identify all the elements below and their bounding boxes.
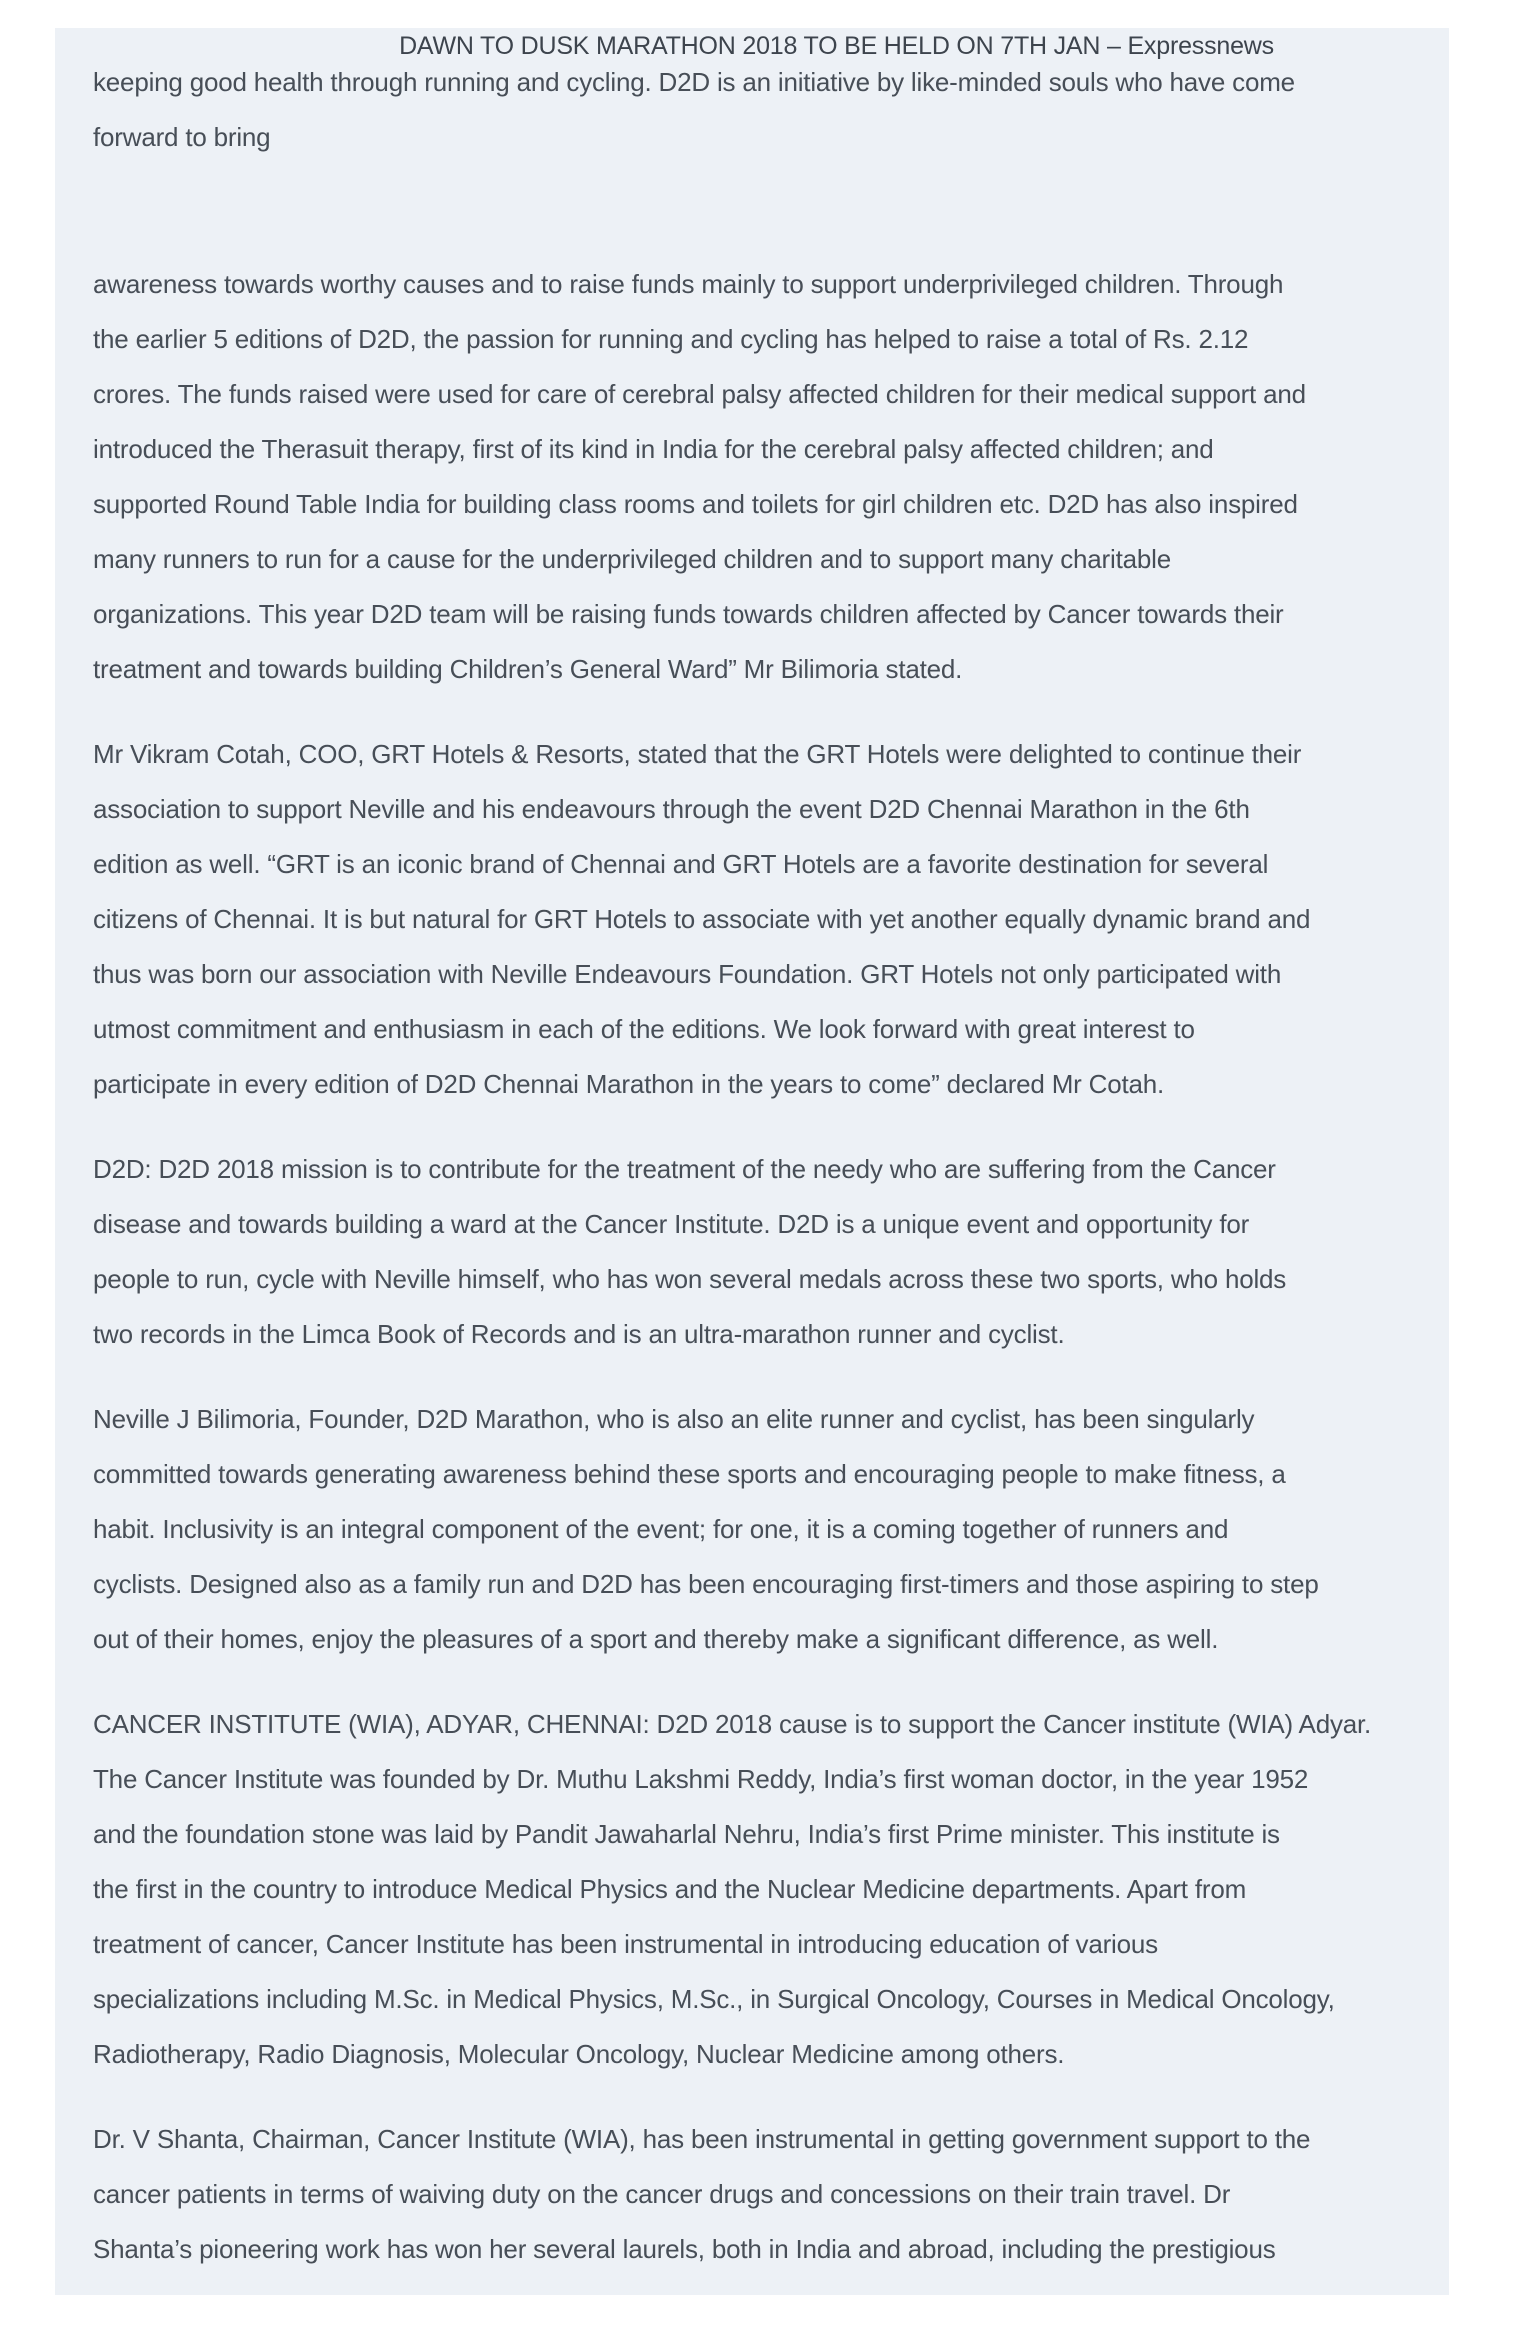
text-line: citizens of Chennai. It is but natural for GRT Hotels to associate with yet another equally dynamic brand and: [93, 904, 1311, 934]
paragraph: [93, 2112, 1457, 2277]
paragraph: [93, 257, 1457, 697]
text-line: CANCER INSTITUTE (WIA), ADYAR, CHENNAI: D2D 2018 cause is to support the Cancer institute (WIA) Adyar.: [93, 1709, 1372, 1739]
text-line: out of their homes, enjoy the pleasures of a sport and thereby make a significant difference, as well.: [93, 1624, 1219, 1654]
text-line: thus was born our association with Neville Endeavours Foundation. GRT Hotels not only participated with: [93, 959, 1282, 989]
text-line: committed towards generating awareness behind these sports and encouraging people to make fitness, a: [93, 1459, 1286, 1489]
paragraph: [93, 55, 1457, 165]
text-line: awareness towards worthy causes and to raise funds mainly to support underprivileged children. Through: [93, 269, 1284, 299]
text-line: specializations including M.Sc. in Medical Physics, M.Sc., in Surgical Oncology, Courses in Medical Oncology,: [93, 1984, 1335, 2014]
text-line: utmost commitment and enthusiasm in each of the editions. We look forward with great interest to: [93, 1014, 1195, 1044]
text-line: cancer patients in terms of waiving duty on the cancer drugs and concessions on their train travel. Dr: [93, 2179, 1231, 2209]
text-line: association to support Neville and his endeavours through the event D2D Chennai Marathon in the 6th: [93, 794, 1250, 824]
text-line: supported Round Table India for building class rooms and toilets for girl children etc. D2D has also inspired: [93, 489, 1298, 519]
document-body: [93, 55, 1457, 2307]
text-line: Dr. V Shanta, Chairman, Cancer Institute (WIA), has been instrumental in getting government support to the: [93, 2124, 1311, 2154]
text-line: Neville J Bilimoria, Founder, D2D Marathon, who is also an elite runner and cyclist, has been singularly: [93, 1404, 1255, 1434]
text-line: keeping good health through running and cycling. D2D is an initiative by like-minded souls who have come: [93, 67, 1295, 97]
text-line: and the foundation stone was laid by Pandit Jawaharlal Nehru, India’s first Prime minister. This institute is: [93, 1819, 1280, 1849]
text-line: crores. The funds raised were used for care of cerebral palsy affected children for their medical support and: [93, 379, 1306, 409]
document-title: DAWN TO DUSK MARATHON 2018 TO BE HELD ON 7TH JAN – Expressnews: [399, 32, 1274, 60]
text-line: Shanta’s pioneering work has won her several laurels, both in India and abroad, including the prestigious: [93, 2234, 1276, 2264]
text-line: people to run, cycle with Neville himself, who has won several medals across these two sports, who holds: [93, 1264, 1287, 1294]
text-line: forward to bring: [93, 122, 271, 152]
text-line: Mr Vikram Cotah, COO, GRT Hotels & Resorts, stated that the GRT Hotels were delighted to continue their: [93, 739, 1302, 769]
text-line: Radiotherapy, Radio Diagnosis, Molecular Oncology, Nuclear Medicine among others.: [93, 2039, 1065, 2069]
text-line: treatment and towards building Children’s General Ward” Mr Bilimoria stated.: [93, 654, 963, 684]
text-line: habit. Inclusivity is an integral component of the event; for one, it is a coming together of runners and: [93, 1514, 1229, 1544]
text-line: introduced the Therasuit therapy, first of its kind in India for the cerebral palsy affected children; and: [93, 434, 1214, 464]
text-line: organizations. This year D2D team will be raising funds towards children affected by Cancer towards their: [93, 599, 1284, 629]
text-line: edition as well. “GRT is an iconic brand of Chennai and GRT Hotels are a favorite destination for several: [93, 849, 1269, 879]
text-line: The Cancer Institute was founded by Dr. Muthu Lakshmi Reddy, India’s first woman doctor, in the year 1952: [93, 1764, 1309, 1794]
paragraph: [93, 1392, 1457, 1667]
text-line: disease and towards building a ward at the Cancer Institute. D2D is a unique event and opportunity for: [93, 1209, 1250, 1239]
text-line: D2D: D2D 2018 mission is to contribute for the treatment of the needy who are suffering from the Cancer: [93, 1154, 1276, 1184]
paragraph: [93, 1142, 1457, 1362]
text-line: two records in the Limca Book of Records and is an ultra-marathon runner and cyclist.: [93, 1319, 1065, 1349]
text-line: treatment of cancer, Cancer Institute has been instrumental in introducing education of various: [93, 1929, 1158, 1959]
text-line: the earlier 5 editions of D2D, the passion for running and cycling has helped to raise a total of Rs. 2.12: [93, 324, 1249, 354]
paragraph: [93, 727, 1457, 1112]
text-line: the first in the country to introduce Medical Physics and the Nuclear Medicine departments. Apart from: [93, 1874, 1247, 1904]
paragraph: [93, 1697, 1457, 2082]
text-line: many runners to run for a cause for the underprivileged children and to support many charitable: [93, 544, 1171, 574]
text-line: participate in every edition of D2D Chennai Marathon in the years to come” declared Mr Cotah.: [93, 1069, 1165, 1099]
text-line: cyclists. Designed also as a family run and D2D has been encouraging first-timers and those aspiring to step: [93, 1569, 1319, 1599]
